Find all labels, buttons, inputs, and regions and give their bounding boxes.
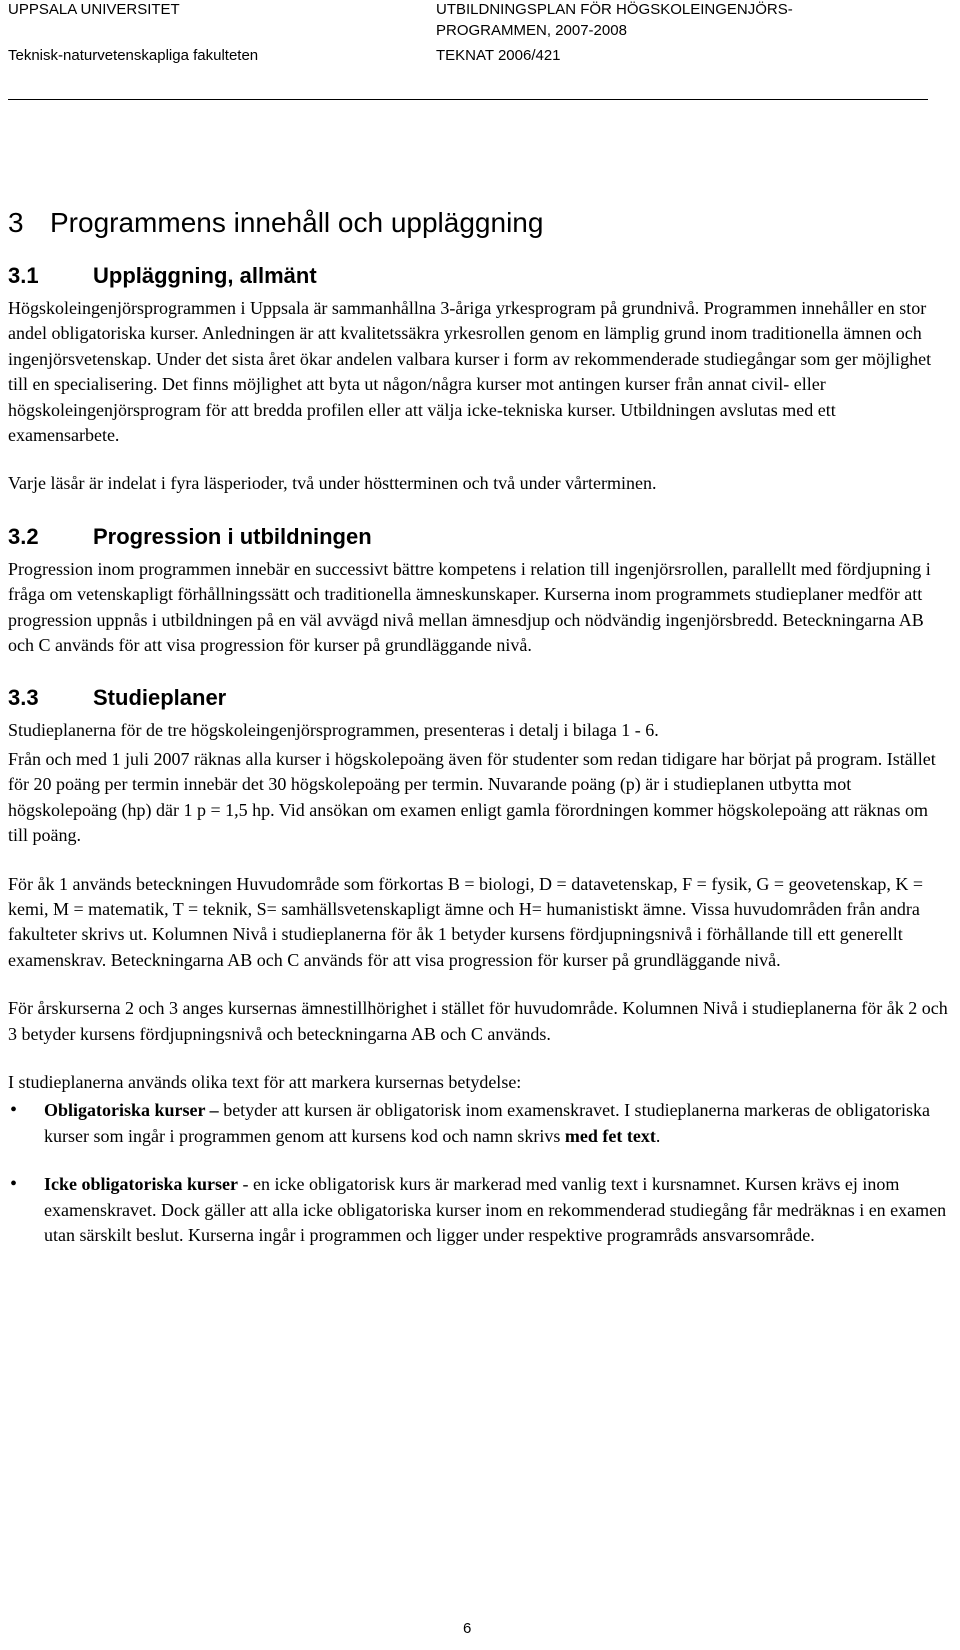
bullet-1-text: betyder att kursen är obligatorisk inom examenskravet. I studieplanerna markeras de obligatoriska kurser som ingår i programmen genom att kursens kod och namn skrivs [44, 1100, 930, 1146]
list-item-non-obligatory [8, 1172, 948, 1248]
section-3-2-title: Progression i utbildningen [93, 523, 372, 549]
section-3-1-heading [8, 262, 948, 290]
section-3-title: Programmens innehåll och uppläggning [50, 207, 544, 238]
header-rule [8, 99, 928, 100]
section-3-2-number: 3.2 [8, 523, 39, 549]
section-3-2-paragraph-1: Progression inom programmen innebär en successivt bättre kompetens i relation till ingenjörsrollen, parallellt med fördjupning i fråga om vetenskapligt förhållningssätt och traditionella ämneskunskaper. Kurserna inom programmets studieplaner medför att progression uppnås i utbildningen på en väl avvägd nivå mellan ämnesdjup och nödvändig ingenjörsbredd. Beteckningarna AB och C används för att visa progression för kurser på grundläggande nivå. [8, 558, 931, 656]
section-3-1-title: Uppläggning, allmänt [93, 263, 317, 288]
section-3-3-title: Studieplaner [93, 685, 227, 711]
bullet-1-bold-end: med fet text [564, 1125, 656, 1146]
header-reference: TEKNAT 2006/421 [436, 47, 561, 64]
course-marking-list [8, 1098, 948, 1248]
section-3-number: 3 [8, 207, 24, 238]
bullet-1-bold-lead: Obligatoriska kurser – [44, 1100, 219, 1121]
section-3-3-paragraph-5: I studieplanerna används olika text för att markera kursernas betydelse: [8, 1071, 522, 1092]
section-3-3-paragraph-4: För årskurserna 2 och 3 anges kursernas ämnestillhörighet i stället för huvudområde. Kolumnen Nivå i studieplanerna för åk 2 och 3 betyder kursens fördjupningsnivå och beteckningarna AB och C används. [8, 998, 948, 1044]
section-3-2-heading [8, 523, 948, 551]
section-3-3-heading [8, 684, 948, 712]
bullet-2-text: - en icke obligatorisk kurs är markerad med vanlig text i kursnamnet. Kursen krävs ej inom examenskravet. Dock gäller att alla icke obligatoriska kurser inom en rekommenderad studiegång får medräknas i en examen utan särskilt beslut. Kurserna ingår i programmen och ligger under respektive programråds ansvarsområde. [44, 1174, 947, 1245]
section-3-1-paragraph-2: Varje läsår är indelat i fyra läsperioder, två under höstterminen och två under vårterminen. [8, 473, 657, 494]
header-plan-title-line1: UTBILDNINGSPLAN FÖR HÖGSKOLEINGENJÖRS- [436, 1, 793, 18]
document-body [8, 206, 948, 1271]
section-3-1-number: 3.1 [8, 263, 39, 288]
page-number: 6 [463, 1620, 472, 1637]
header-faculty: Teknisk-naturvetenskapliga fakulteten [8, 47, 259, 64]
section-3-3-paragraph-2: Från och med 1 juli 2007 räknas alla kurser i högskolepoäng även för studenter som redan tidigare har börjat på program. Istället för 20 poäng per termin innebär det 30 högskolepoäng per termin. Nuvarande poäng (p) är i studieplanen utbytta mot högskolepoäng (hp) där 1 p = 1,5 hp. Vid ansökan om examen enligt gamla förordningen kommer högskolepoäng att räknas om till poäng. [8, 748, 936, 846]
header-plan-title-line2: PROGRAMMEN, 2007-2008 [436, 22, 627, 39]
section-3-3-paragraph-3: För åk 1 används beteckningen Huvudområde som förkortas B = biologi, D = datavetenskap, F = fysik, G = geovetenskap, K = kemi, M = matematik, T = teknik, S= samhällsvetenskapligt ämne och H= humanistiskt ämne. Vissa huvudområden från andra fakulteter skrivs ut. Kolumnen Nivå i studieplanerna för åk 1 betyder kursens fördjupningsnivå i förhållande till ett generellt examenskrav. Beteckningarna AB och C används för att visa progression för kurser på grundläggande nivå. [8, 873, 924, 970]
section-3-3-number: 3.3 [8, 685, 39, 711]
header-university: UPPSALA UNIVERSITET [8, 1, 180, 18]
list-item-obligatory [8, 1098, 948, 1149]
section-3-3-paragraph-1: Studieplanerna för de tre högskoleingenjörsprogrammen, presenteras i detalj i bilaga 1 - 6. [8, 720, 659, 741]
bullet-1-end: . [655, 1125, 661, 1146]
section-3-1-paragraph-1: Högskoleingenjörsprogrammen i Uppsala är sammanhållna 3-åriga yrkesprogram på grundnivå. Programmen innehåller en stor andel obligatoriska kurser. Anledningen är att kvalitetssäkra yrkesrollen genom en lämplig grund inom traditionella ämnen och ingenjörsvetenskap. Under det sista året ökar andelen valbara kurser i form av rekommenderade studiegångar som ger möjlighet till en specialisering. Det finns möjlighet att byta ut någon/några kurser mot antingen kurser från annat civil- eller högskoleingenjörsprogram för att bredda profilen eller att välja icke-tekniska kurser. Utbildningen avslutas med ett examensarbete. [8, 298, 932, 446]
bullet-2-bold-lead: Icke obligatoriska kurser [44, 1174, 239, 1195]
section-3-heading [8, 206, 948, 240]
